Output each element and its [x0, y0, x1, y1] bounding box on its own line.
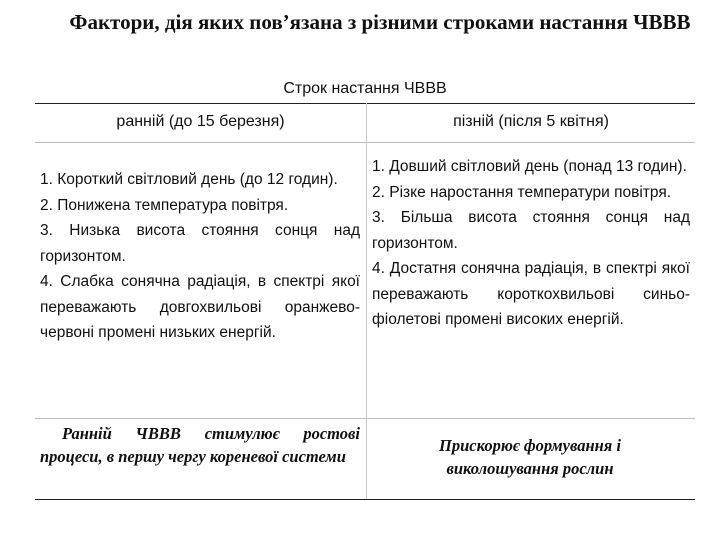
- column-divider: [366, 103, 367, 499]
- late-factor-item: 1. Довший світловий день (понад 13 годин).: [372, 158, 687, 175]
- column-header-late: пізній (після 5 квітня): [453, 113, 609, 130]
- early-factor-item: 2. Понижена температура повітря.: [40, 196, 289, 214]
- early-factors-list: [40, 167, 360, 346]
- late-factors-list: [372, 154, 690, 333]
- table-top-border: [35, 103, 695, 104]
- early-factor-item: 1. Короткий світловий день (до 12 годин).: [40, 171, 338, 188]
- early-effect: Ранній ЧВВВ стимулює ростові процеси, в першу чергу кореневої системи: [40, 424, 360, 466]
- column-header-early: ранній (до 15 березня): [116, 113, 285, 130]
- early-factor-item: 3. Низька висота стояння сонця над горизонтом.: [40, 222, 360, 265]
- late-factor-item: 4. Достатня сонячна радіація, в спектрі якої переважають короткохвильові синьо-фіолетові промені високих енергій.: [372, 260, 690, 328]
- late-effect: Прискорює формування і виколошування рослин: [439, 436, 621, 478]
- table-bottom-border: [35, 499, 695, 500]
- late-factor-item: 3. Більша висота стояння сонця над горизонтом.: [372, 209, 690, 252]
- slide-title: Фактори, дія яких пов’язана з різними строками настання ЧВВВ: [69, 10, 691, 34]
- table-caption: Строк настання ЧВВВ: [283, 80, 447, 97]
- late-factor-item: 2. Різке наростання температури повітря.: [372, 183, 672, 201]
- early-factor-item: 4. Слабка сонячна радіація, в спектрі якої переважають довгохвильові оранжево-червоні промені низьких енергій.: [40, 273, 360, 341]
- body-divider: [35, 418, 695, 419]
- header-divider: [35, 142, 695, 143]
